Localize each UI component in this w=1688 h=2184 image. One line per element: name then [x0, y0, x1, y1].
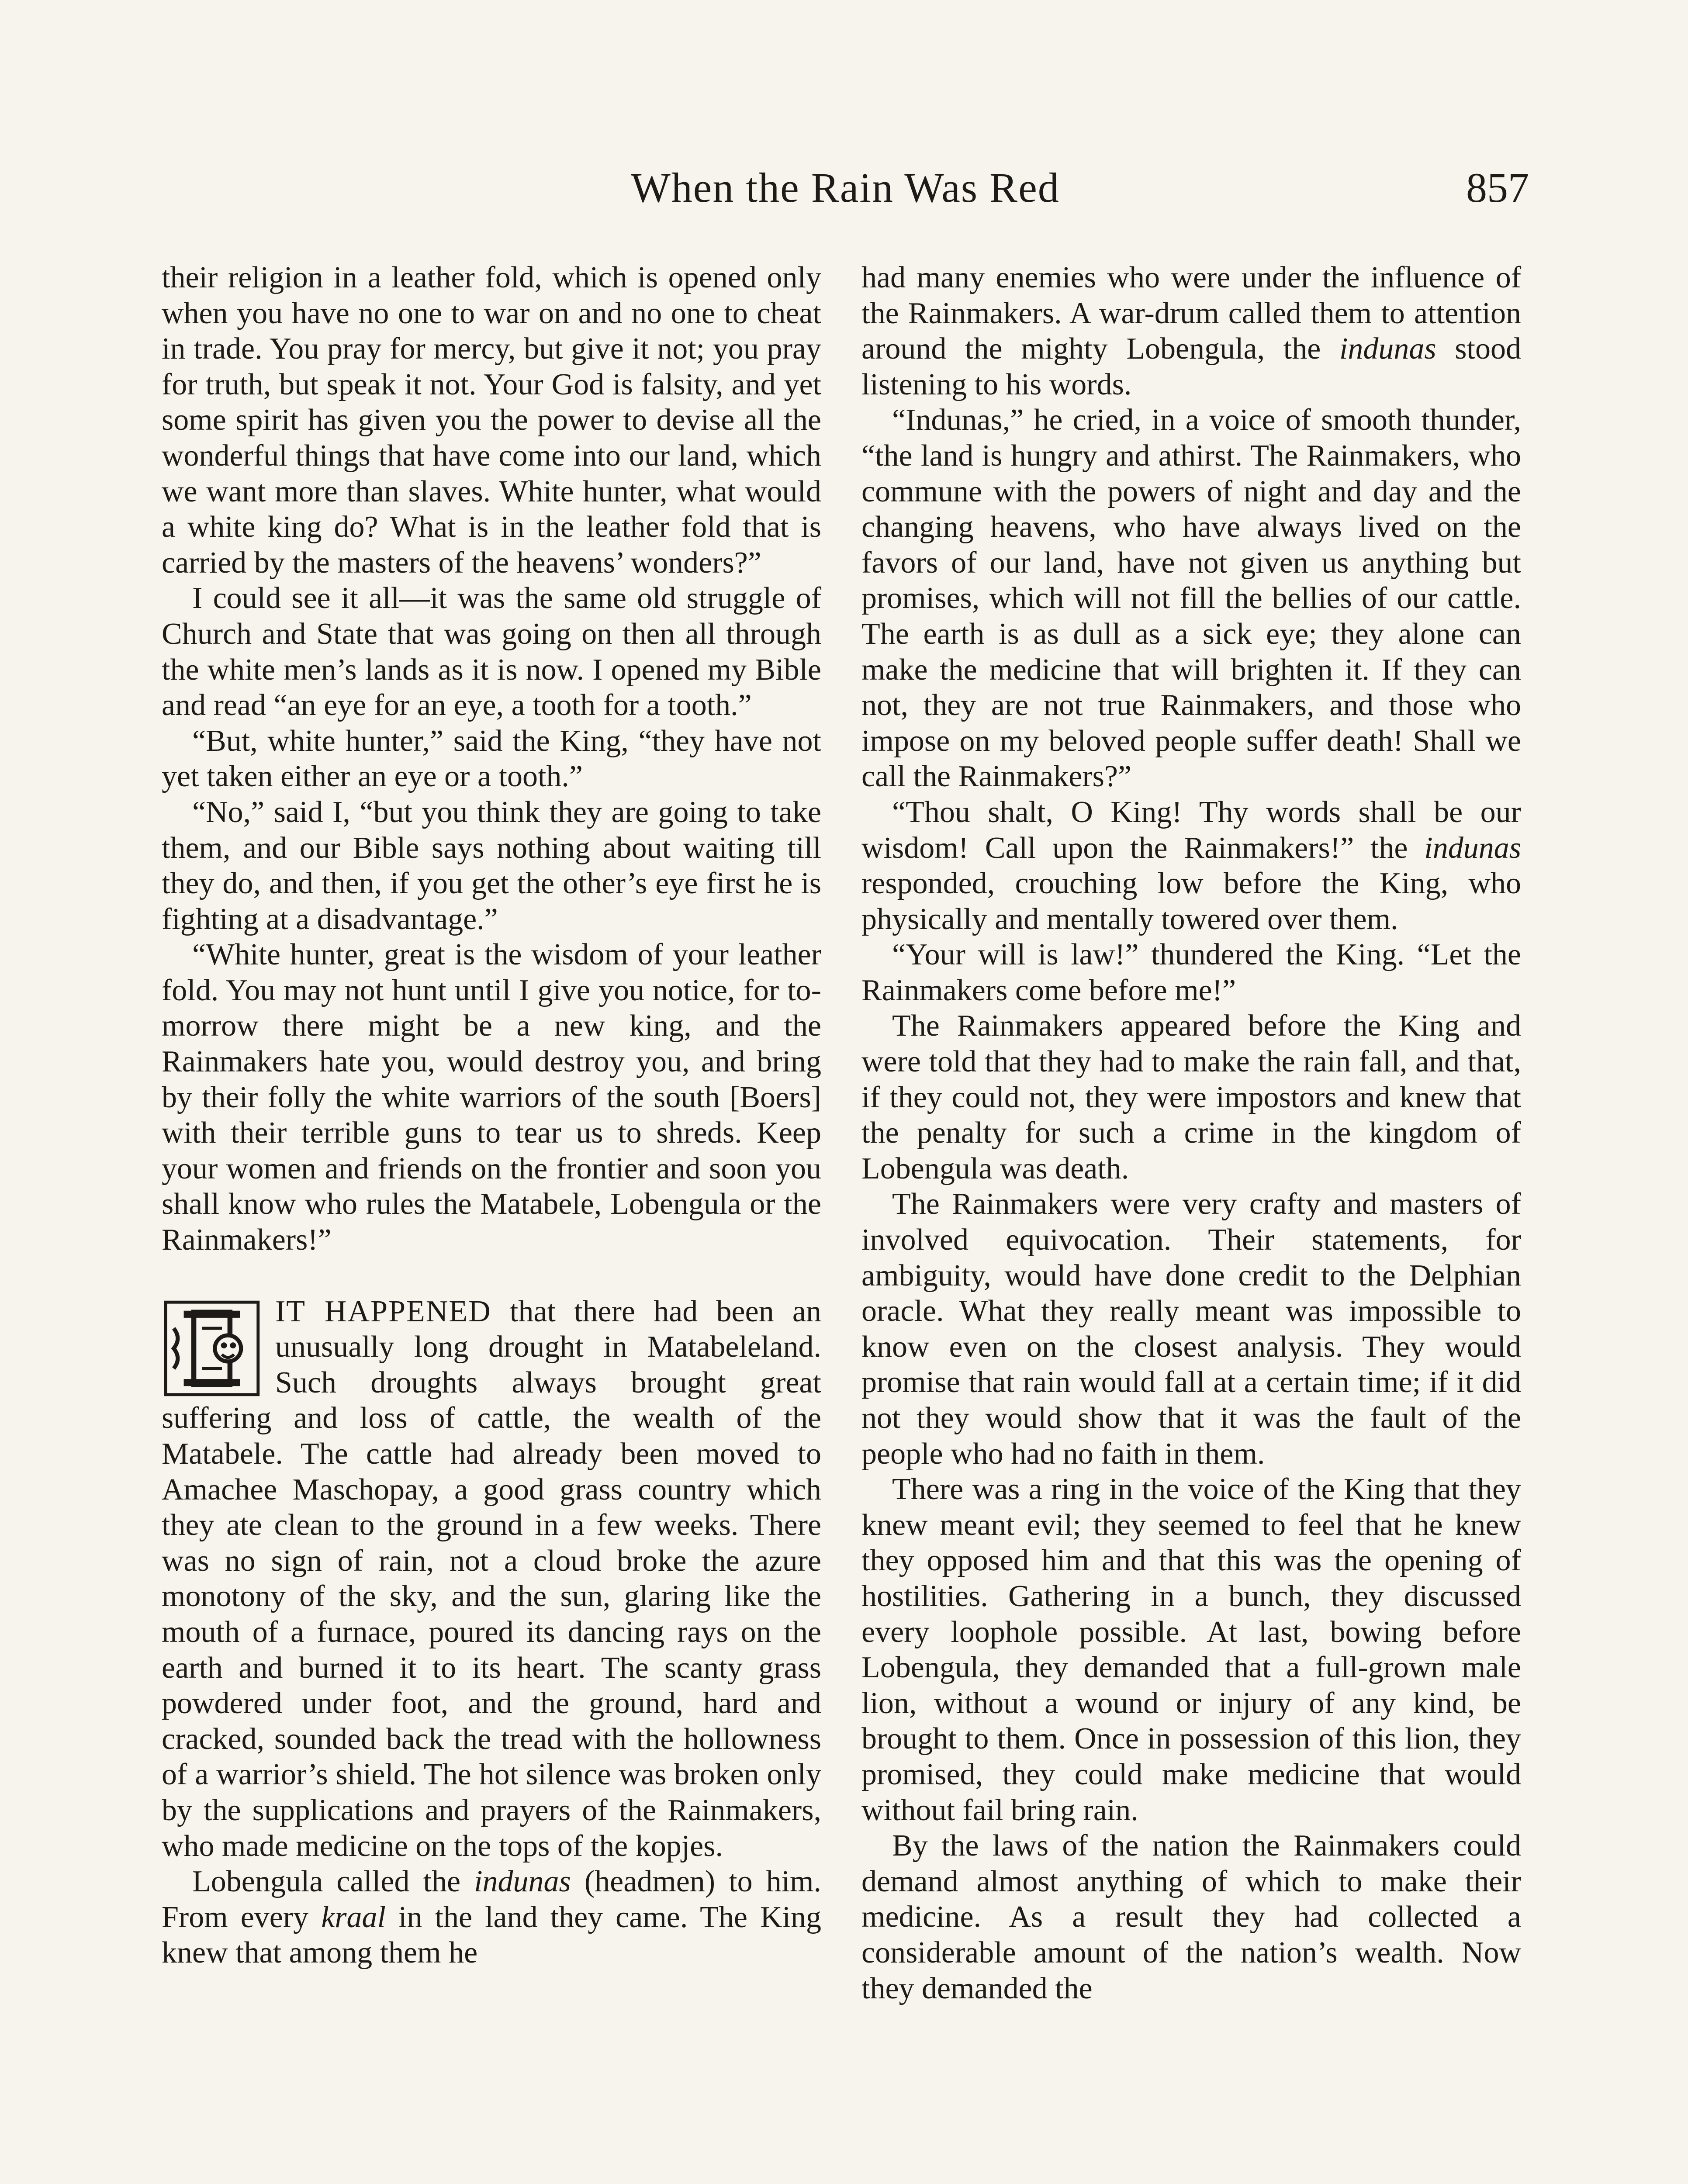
paragraph: The Rainmakers were very crafty and masters of involved equivocation. Their statements, for ambiguity, would have done credit to the Delphian oracle. What they really meant was impossible to know even on the closest analysis. They would promise that rain would fall at a certain time; if it did not they would show that it was the fault of the people who had no faith in them.	[861, 1187, 1521, 1471]
paragraph: “White hunter, great is the wisdom of your leather fold. You may not hunt until I give you notice, for to-morrow there might be a new king, and the Rainmakers hate you, would destroy you, and bring by their folly the white warriors of the south [Boers] with their terrible guns to tear us to shreds. Keep your women and friends on the frontier and soon you shall know who rules the Matabele, Lobengula or the Rainmakers!”	[162, 938, 821, 1257]
section-break	[162, 1258, 821, 1294]
section-opening	[162, 1294, 821, 1864]
paragraph-text: (headmen) to him. From every	[162, 1865, 822, 1934]
paragraph-text: responded, crouching low before the King, who physically and mentally towered over them.	[861, 867, 1521, 936]
paragraph: I could see it all—it was the same old struggle of Church and State that was going on then all through the white men’s lands as it is now. I opened my Bible and read “an eye for an eye, a tooth for a tooth.”	[162, 581, 821, 722]
left-column	[162, 260, 821, 1971]
paragraph: “Indunas,” he cried, in a voice of smooth thunder, “the land is hungry and athirst. The Rainmakers, who commune with the powers of night and day and the changing heavens, who have always lived on the favors of our land, have not given us anything but promises, which will not fill the bellies of our cattle. The earth is as dull as a sick eye; they alone can make the medicine that will brighten it. If they can not, they are not true Rainmakers, and those who impose on my beloved people suffer death! Shall we call the Rainmakers?”	[861, 403, 1521, 794]
paragraph	[162, 1864, 821, 1971]
running-title: When the Rain Was Red	[631, 164, 1060, 211]
paragraph: their religion in a leather fold, which is opened only when you have no one to war on and no one to cheat in trade. You pray for mercy, but give it not; you pray for truth, but speak it not. Your God is falsity, and yet some spirit has given you the power to devise all the wonderful things that have come into our land, which we want more than slaves. White hunter, what would a white king do? What is in the leather fold that is carried by the masters of the heavens’ wonders?”	[162, 261, 821, 580]
paragraph	[861, 260, 1521, 402]
page-number: 857	[1466, 164, 1529, 211]
paragraph: “But, white hunter,” said the King, “they have not yet taken either an eye or a tooth.”	[162, 724, 821, 794]
italic-term: indunas	[474, 1865, 571, 1899]
paragraph-text: in the land they came. The King knew that among them he	[162, 1900, 821, 1970]
paragraph: By the laws of the nation the Rainmakers could demand almost anything of which to make their medicine. As a result they had collected a considerable amount of the nation’s wealth. Now they demanded the	[861, 1829, 1521, 2005]
lead-words: IT HAPPENED	[275, 1294, 491, 1328]
italic-term: indunas	[1339, 332, 1436, 366]
paragraph-text: Lobengula called the	[192, 1865, 474, 1899]
illustrated-initial-i-icon	[162, 1298, 262, 1399]
paragraph: “Your will is law!” thundered the King. “Let the Rainmakers come before me!”	[861, 938, 1521, 1007]
paragraph	[861, 795, 1521, 937]
italic-term: kraal	[321, 1900, 386, 1934]
paragraph: The Rainmakers appeared before the King and were told that they had to make the rain fall, and that, if they could not, they were impostors and knew that the penalty for such a crime in the kingdom of Lobengula was death.	[861, 1009, 1521, 1185]
paragraph-text: that there had been an unusually long drought in Matabeleland. Such droughts always brought great suffering and loss of cattle, the wealth of the Matabele. The cattle had already been moved to Amachee Maschopay, a good grass country which they ate clean to the ground in a few weeks. There was no sign of rain, not a cloud broke the azure monotony of the sky, and the sun, glaring like the mouth of a furnace, poured its dancing rays on the earth and burned it to its heart. The scanty grass powdered under foot, and the ground, hard and cracked, sounded back the tread with the hollowness of a warrior’s shield. The hot silence was broken only by the supplications and prayers of the Rainmakers, who made medicine on the tops of the kopjes.	[162, 1294, 821, 1863]
paragraph-text: had many enemies who were under the influence of the Rainmakers. A war-drum called them to attention around the mighty Lobengula, the	[861, 261, 1521, 366]
right-column	[861, 260, 1521, 2006]
paragraph: There was a ring in the voice of the King that they knew meant evil; they seemed to feel that he knew they opposed him and that this was the opening of hostilities. Gathering in a bunch, they discussed every loophole possible. At last, bowing before Lobengula, they demanded that a full-grown male lion, without a wound or injury of any kind, be brought to them. Once in possession of this lion, they promised, they could make medicine that would without fail bring rain.	[861, 1472, 1521, 1827]
paragraph-text: “Thou shalt, O King! Thy words shall be our wisdom! Call upon the Rainmakers!” the	[861, 795, 1521, 865]
paragraph-text: stood listening to his words.	[861, 332, 1521, 401]
italic-term: indunas	[1424, 831, 1521, 865]
page-header	[162, 162, 1529, 227]
paragraph: “No,” said I, “but you think they are going to take them, and our Bible says nothing about waiting till they do, and then, if you get the other’s eye first he is fighting at a disadvantage.”	[162, 795, 821, 936]
